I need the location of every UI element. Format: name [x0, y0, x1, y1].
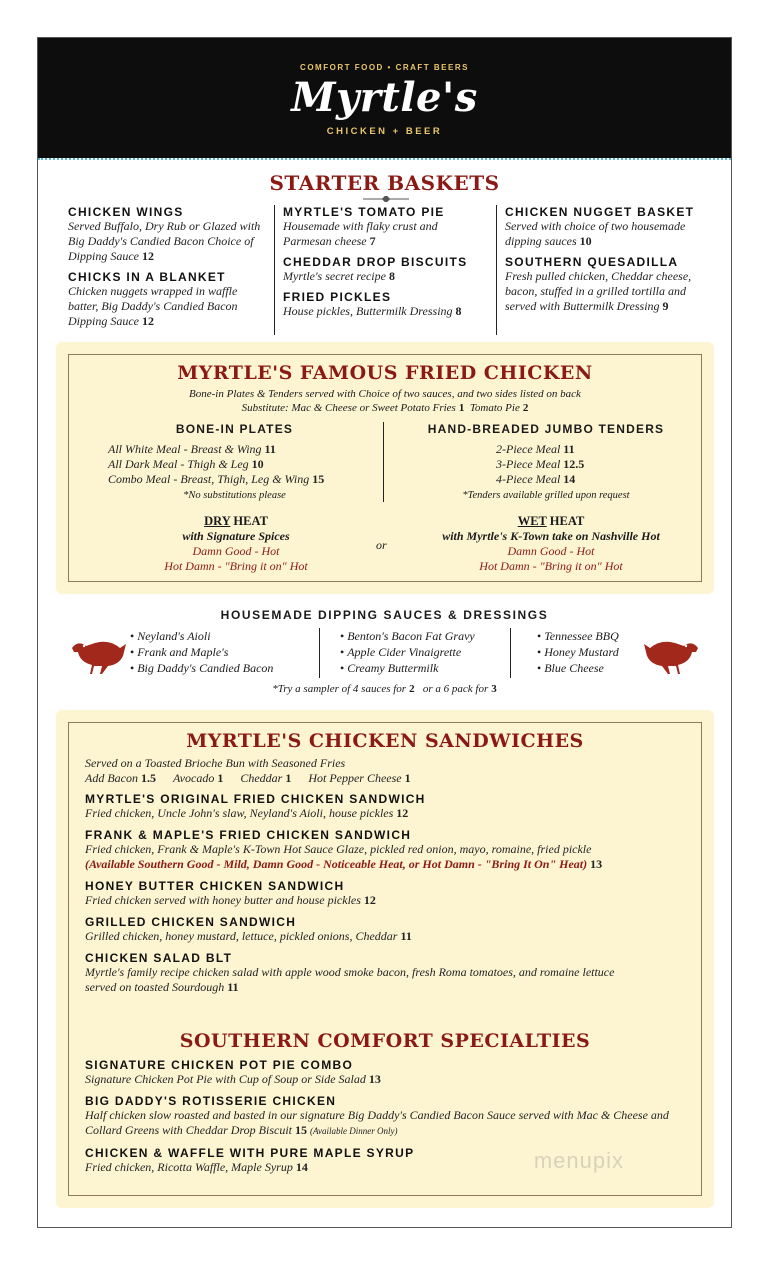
item-desc: Housemade with flaky crust and Parmesan cheese 7: [283, 219, 438, 248]
item-name: CHEDDAR DROP BISCUITS: [283, 255, 468, 269]
dry-heat-section: [116, 514, 356, 574]
item-desc: Served with choice of two housemade dipping sauces 10: [505, 219, 686, 248]
menu-header: [38, 38, 731, 158]
tagline: COMFORT FOOD • CRAFT BEERS: [300, 63, 469, 72]
menu-item: [283, 205, 488, 249]
substitute-price: 1: [458, 402, 465, 414]
bone-in-section: [86, 422, 384, 502]
menu-item: [85, 915, 695, 944]
item-name: CHICKS IN A BLANKET: [68, 270, 226, 284]
menu-item: [283, 255, 488, 284]
menu-item: [505, 205, 712, 249]
item-name: HONEY BUTTER CHICKEN SANDWICH: [85, 879, 345, 893]
heat-or: or: [376, 538, 387, 552]
item-name: SOUTHERN QUESADILLA: [505, 255, 679, 269]
wet-heat-level-1: Damn Good - Hot: [507, 544, 595, 558]
bone-in-item: All White Meal - Breast & Wing 11: [108, 442, 276, 456]
menu-item: [85, 828, 695, 872]
dry-heat-title: DRY HEAT: [204, 514, 268, 528]
sauce-item: • Frank and Maple's: [130, 644, 315, 660]
specialties-title: SOUTHERN COMFORT SPECIALTIES: [179, 1030, 591, 1052]
item-name: CHICKEN NUGGET BASKET: [505, 205, 695, 219]
header-divider: [38, 158, 731, 162]
menu-sheet: [37, 37, 732, 1228]
sauce-column-3: [510, 628, 640, 678]
menu-item: [283, 290, 488, 319]
tenders-footnote: *Tenders available grilled upon request: [462, 490, 630, 501]
wet-heat-title: WET HEAT: [517, 514, 585, 528]
sauce-item: • Big Daddy's Candied Bacon: [130, 660, 315, 676]
sandwich-panel: [56, 710, 714, 1208]
menu-item: [505, 255, 712, 314]
item-desc: Fried chicken, Ricotta Waffle, Maple Syrup 14: [85, 1160, 308, 1174]
item-availability: (Available Dinner Only): [310, 1126, 398, 1136]
item-name: CHICKEN SALAD BLT: [85, 951, 233, 965]
wet-heat-section: [401, 514, 701, 574]
bone-in-item: Combo Meal - Breast, Thigh, Leg & Wing 15: [108, 472, 325, 486]
fried-title: MYRTLE'S FAMOUS FRIED CHICKEN: [177, 362, 593, 384]
bone-in-title: BONE-IN PLATES: [175, 422, 294, 436]
item-desc: House pickles, Buttermilk Dressing 8: [283, 304, 462, 318]
item-desc: Served Buffalo, Dry Rub or Glazed with Big Daddy's Candied Bacon Choice of Dipping Sauce 12: [68, 219, 261, 263]
item-desc: Fried chicken, Frank & Maple's K-Town Hot Sauce Glaze, pickled red onion, mayo, romaine, fried pickle: [85, 842, 592, 856]
item-name: CHICKEN & WAFFLE WITH PURE MAPLE SYRUP: [85, 1146, 415, 1160]
logo: Myrtle's: [291, 74, 478, 121]
item-name: GRILLED CHICKEN SANDWICH: [85, 915, 297, 929]
menu-item: [85, 792, 695, 821]
item-name: SIGNATURE CHICKEN POT PIE COMBO: [85, 1058, 354, 1072]
item-desc: Fried chicken served with honey butter and house pickles 12: [85, 893, 376, 907]
chicken-icon: [642, 630, 702, 676]
starter-column-1: [60, 205, 274, 335]
chicken-icon: [68, 630, 128, 676]
tenders-item: 2-Piece Meal 11: [496, 442, 575, 456]
sauce-item: • Tennessee BBQ: [537, 628, 640, 644]
item-desc: Half chicken slow roasted and basted in our signature Big Daddy's Candied Bacon Sauce served with Mac & Cheese and Collard Greens with Cheddar Drop Biscuit 15 (Available Dinner Only): [85, 1108, 669, 1137]
item-name: MYRTLE'S TOMATO PIE: [283, 205, 445, 219]
watermark: menupix: [533, 1148, 624, 1173]
tenders-item: 4-Piece Meal 14: [496, 472, 576, 486]
item-desc: Signature Chicken Pot Pie with Cup of Soup or Side Salad 13: [85, 1072, 381, 1086]
item-price: 12: [142, 249, 154, 263]
sampler-note: *Try a sampler of 4 sauces for 2 or a 6 pack for 3: [272, 683, 497, 695]
menu-item: [85, 951, 695, 995]
item-price: 8: [455, 304, 462, 318]
sauce-item: • Honey Mustard: [537, 644, 640, 660]
starter-title: STARTER BASKETS: [269, 171, 500, 195]
menu-item: [85, 879, 695, 908]
item-desc: Grilled chicken, honey mustard, lettuce, pickled onions, Cheddar 11: [85, 929, 412, 943]
sauce-item: • Neyland's Aioli: [130, 628, 315, 644]
fried-note: Bone-in Plates & Tenders served with Choice of two sauces, and two sides listed on back: [189, 388, 581, 400]
sauces-title: HOUSEMADE DIPPING SAUCES & DRESSINGS: [220, 608, 549, 622]
dry-heat-level-2: Hot Damn - "Bring it on" Hot: [164, 559, 308, 573]
item-desc: Chicken nuggets wrapped in waffle batter, Big Daddy's Candied Bacon Dipping Sauce 12: [68, 284, 238, 328]
tenders-item: 3-Piece Meal 12.5: [496, 457, 585, 471]
item-price: 7: [369, 234, 376, 248]
item-price: 9: [662, 299, 669, 313]
starter-column-2: [274, 205, 496, 335]
item-price: 12: [142, 314, 154, 328]
item-name: CHICKEN WINGS: [68, 205, 184, 219]
menu-item: [85, 1094, 695, 1139]
sauce-item: • Apple Cider Vinaigrette: [340, 644, 509, 660]
dry-heat-level-1: Damn Good - Hot: [192, 544, 280, 558]
sauce-column-1: [130, 628, 315, 676]
bone-in-item: All Dark Meal - Thigh & Leg 10: [108, 457, 264, 471]
sauce-column-2: [319, 628, 509, 678]
ornament-divider: [363, 196, 409, 202]
item-price: 8: [388, 269, 395, 283]
item-desc: Myrtle's secret recipe 8: [283, 269, 395, 283]
dry-heat-subtitle: with Signature Spices: [182, 529, 290, 543]
item-name: MYRTLE'S ORIGINAL FRIED CHICKEN SANDWICH: [85, 792, 426, 806]
fried-chicken-panel: [56, 342, 714, 594]
sandwich-title: MYRTLE'S CHICKEN SANDWICHES: [186, 730, 584, 752]
sandwich-addons: Add Bacon 1.5 Avocado 1 Cheddar 1 Hot Pepper Cheese 1: [85, 771, 411, 785]
item-name: BIG DADDY'S ROTISSERIE CHICKEN: [85, 1094, 337, 1108]
sauce-item: • Creamy Buttermilk: [340, 660, 509, 676]
tomato-pie-price: 2: [522, 402, 529, 414]
menu-item: [68, 270, 266, 329]
sauce-item: • Blue Cheese: [537, 660, 640, 676]
starter-column-3: [496, 205, 720, 335]
item-desc: Fried chicken, Uncle John's slaw, Neyland's Aioli, house pickles 12: [85, 806, 409, 820]
sauce-item: • Benton's Bacon Fat Gravy: [340, 628, 509, 644]
wet-heat-subtitle: with Myrtle's K-Town take on Nashville Hot: [442, 529, 660, 543]
bone-in-footnote: *No substitutions please: [183, 490, 286, 501]
item-name: FRIED PICKLES: [283, 290, 392, 304]
sandwich-list: [85, 756, 695, 1002]
menu-item: [68, 205, 266, 264]
sandwich-intro: Served on a Toasted Brioche Bun with Seasoned Fries: [85, 756, 346, 770]
item-name: FRANK & MAPLE'S FRIED CHICKEN SANDWICH: [85, 828, 412, 842]
menu-item: [85, 1058, 695, 1087]
wet-heat-level-2: Hot Damn - "Bring it on" Hot: [479, 559, 623, 573]
tenders-section: [396, 422, 696, 503]
item-price: 10: [579, 234, 592, 248]
logo-subtag: CHICKEN + BEER: [326, 126, 443, 137]
starter-columns: [60, 205, 720, 335]
item-desc: Fresh pulled chicken, Cheddar cheese, bacon, stuffed in a grilled tortilla and served with Buttermilk Dressing 9: [505, 269, 692, 313]
item-desc: Myrtle's family recipe chicken salad with apple wood smoke bacon, fresh Roma tomatoes, and romaine lettuce served on toasted Sourdough 11: [85, 965, 615, 994]
fried-substitute-note: Substitute: Mac & Cheese or Sweet Potato Fries 1 Tomato Pie 2: [241, 402, 529, 414]
tenders-title: HAND-BREADED JUMBO TENDERS: [427, 422, 665, 436]
item-heat-options: (Available Southern Good - Mild, Damn Good - Noticeable Heat, or Hot Damn - "Bring It On" Heat) 13: [85, 857, 603, 871]
